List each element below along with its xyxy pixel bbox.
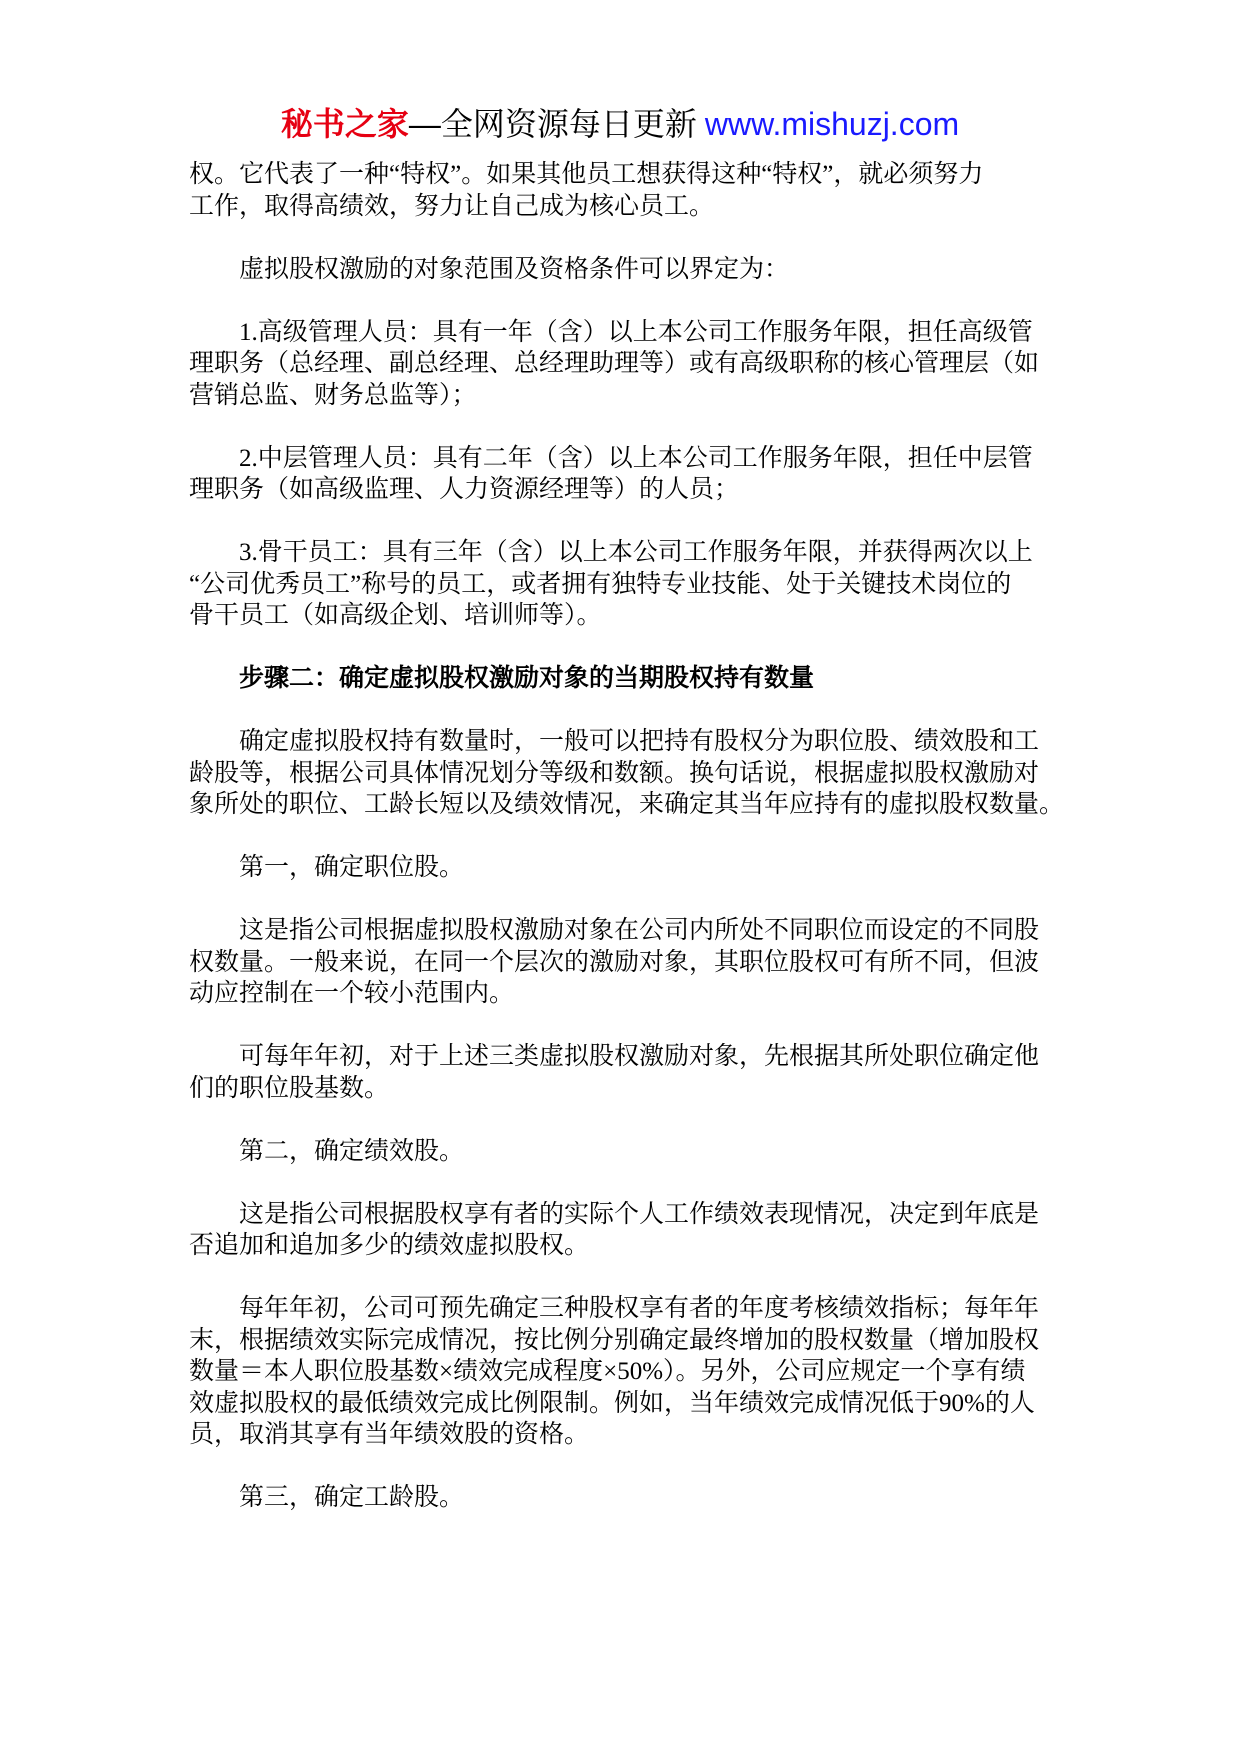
- text-line: 员，取消其享有当年绩效股的资格。: [189, 1421, 590, 1448]
- text-line: 理职务（总经理、副总经理、总经理助理等）或有高级职称的核心管理层（如: [189, 350, 1040, 377]
- text-line: 2.中层管理人员：具有二年（含）以上本公司工作服务年限，担任中层管: [239, 444, 1033, 472]
- text-line: 这是指公司根据虚拟股权激励对象在公司内所处不同职位而设定的不同股: [239, 917, 1040, 944]
- text-line: 数量＝本人职位股基数×绩效完成程度×50%）。另外，公司应规定一个享有绩: [189, 1358, 1026, 1385]
- paragraph-position-share-desc: [189, 915, 1089, 1010]
- text-line: 第一，确定职位股。: [239, 854, 465, 881]
- paragraph-scope-intro: [189, 254, 1089, 286]
- text-line: 象所处的职位、工龄长短以及绩效情况，来确定其当年应持有的虚拟股权数量。: [189, 791, 1065, 818]
- text-line: 这是指公司根据股权享有者的实际个人工作绩效表现情况，决定到年底是: [239, 1200, 1040, 1228]
- page-header: [0, 104, 1240, 144]
- text-line: 虚拟股权激励的对象范围及资格条件可以界定为：: [239, 255, 790, 283]
- section-heading: [189, 663, 1089, 695]
- paragraph-item-3: [189, 537, 1089, 632]
- text-line: 确定虚拟股权持有数量时，一般可以把持有股权分为职位股、绩效股和工: [239, 728, 1040, 755]
- paragraph-item-1: [189, 317, 1089, 412]
- paragraph-performance-share-desc: [189, 1199, 1089, 1262]
- text-line: 第二，确定绩效股。: [239, 1137, 465, 1165]
- text-line: 们的职位股基数。: [189, 1074, 390, 1102]
- paragraph-performance-share-rules: [189, 1293, 1089, 1451]
- site-url: www.mishuzj.com: [704, 106, 960, 142]
- heading-line: 步骤二：确定虚拟股权激励对象的当期股权持有数量: [239, 665, 815, 692]
- paragraph-position-share-title: [189, 852, 1089, 884]
- brand-name: 秘书之家: [280, 106, 409, 142]
- text-line: 1.高级管理人员：具有一年（含）以上本公司工作服务年限，担任高级管: [239, 318, 1033, 346]
- paragraph-continuation: [189, 159, 1089, 222]
- text-line: 可每年年初，对于上述三类虚拟股权激励对象，先根据其所处职位确定他: [239, 1043, 1040, 1070]
- text-line: 骨干员工（如高级企划、培训师等）。: [189, 602, 602, 629]
- text-line: 权。它代表了一种“特权”。如果其他员工想获得这种“特权”，就必须努力: [189, 161, 984, 188]
- text-line: 权数量。一般来说，在同一个层次的激励对象，其职位股权可有所不同，但波: [189, 948, 1040, 976]
- text-line: 龄股等，根据公司具体情况划分等级和数额。换句话说，根据虚拟股权激励对: [189, 759, 1040, 787]
- text-line: “公司优秀员工”称号的员工，或者拥有独特专业技能、处于关键技术岗位的: [189, 570, 1012, 598]
- text-line: 工作，取得高绩效，努力让自己成为核心员工。: [189, 192, 715, 220]
- text-line: 营销总监、财务总监等）；: [189, 381, 477, 409]
- paragraph-performance-share-title: [189, 1136, 1089, 1168]
- text-line: 3.骨干员工：具有三年（含）以上本公司工作服务年限，并获得两次以上: [239, 539, 1033, 566]
- text-line: 否追加和追加多少的绩效虚拟股权。: [189, 1232, 590, 1259]
- text-line: 理职务（如高级监理、人力资源经理等）的人员；: [189, 476, 740, 503]
- text-line: 末，根据绩效实际完成情况，按比例分别确定最终增加的股权数量（增加股权: [189, 1326, 1040, 1354]
- text-line: 每年年初，公司可预先确定三种股权享有者的年度考核绩效指标；每年年: [239, 1295, 1040, 1322]
- paragraph-holding-quantity: [189, 726, 1089, 821]
- header-tagline: —全网资源每日更新: [408, 106, 697, 142]
- document-body: [189, 159, 1089, 1545]
- text-line: 第三，确定工龄股。: [239, 1484, 465, 1511]
- paragraph-seniority-share-title: [189, 1482, 1089, 1514]
- paragraph-item-2: [189, 443, 1089, 506]
- text-line: 动应控制在一个较小范围内。: [189, 980, 515, 1007]
- paragraph-position-share-base: [189, 1041, 1089, 1104]
- text-line: 效虚拟股权的最低绩效完成比例限制。例如，当年绩效完成情况低于90%的人: [189, 1389, 1035, 1417]
